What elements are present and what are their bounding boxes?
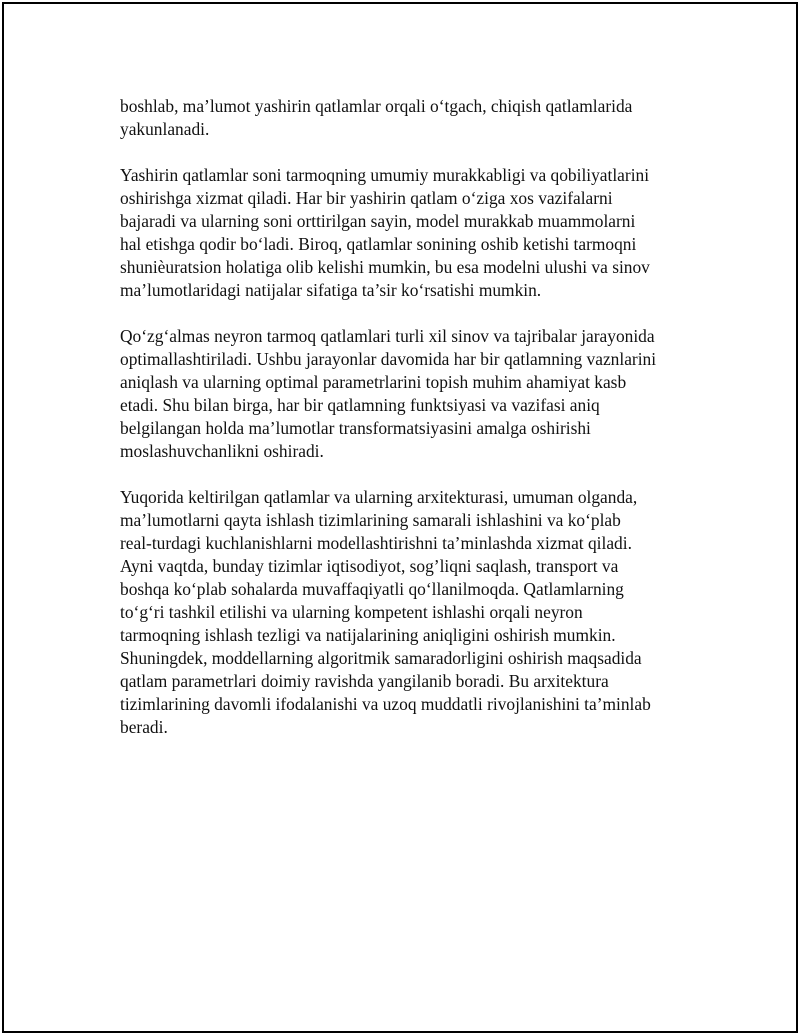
document-page xyxy=(2,2,798,1033)
text-line: oshirishga xizmat qiladi. Har bir yashirin qatlam o‘ziga xos vazifalarni xyxy=(120,188,613,208)
text-line: ma’lumotlaridagi natijalar sifatiga ta’sir ko‘rsatishi mumkin. xyxy=(120,280,542,300)
text-line: belgilangan holda ma’lumotlar transformatsiyasini amalga oshirishi xyxy=(120,418,591,438)
text-line: qatlam parametrlari doimiy ravishda yangilanib boradi. Bu arxitektura xyxy=(120,671,609,691)
text-line: tarmoqning ishlash tezligi va natijalarining aniqligini oshirish mumkin. xyxy=(120,625,616,645)
text-line: to‘g‘ri tashkil etilishi va ularning kompetent ishlashi orqali neyron xyxy=(120,602,583,622)
text-line: Yuqorida keltirilgan qatlamlar va ularning arxitekturasi, umuman olganda, xyxy=(120,487,638,507)
document-body xyxy=(120,95,700,762)
text-line: Ayni vaqtda, bunday tizimlar iqtisodiyot, sog’liqni saqlash, transport va xyxy=(120,556,619,576)
text-line: Qo‘zg‘almas neyron tarmoq qatlamlari turli xil sinov va tajribalar jarayonida xyxy=(120,326,655,346)
text-line: boshqa ko‘plab sohalarda muvaffaqiyatli qo‘llanilmoqda. Qatlamlarning xyxy=(120,579,624,599)
text-line: boshlab, ma’lumot yashirin qatlamlar orqali o‘tgach, chiqish qatlamlarida xyxy=(120,96,633,116)
text-line: beradi. xyxy=(120,717,168,737)
text-line: optimallashtiriladi. Ushbu jarayonlar davomida har bir qatlamning vaznlarini xyxy=(120,349,657,369)
paragraph-3 xyxy=(120,325,700,463)
text-line: Yashirin qatlamlar soni tarmoqning umumiy murakkabligi va qobiliyatlarini xyxy=(120,165,650,185)
paragraph-1 xyxy=(120,95,700,141)
text-line: etadi. Shu bilan birga, har bir qatlamning funktsiyasi va vazifasi aniq xyxy=(120,395,600,415)
text-line: aniqlash va ularning optimal parametrlarini topish muhim ahamiyat kasb xyxy=(120,372,627,392)
text-line: yakunlanadi. xyxy=(120,119,210,139)
paragraph-2 xyxy=(120,164,700,302)
text-line: Shuningdek, moddellarning algoritmik samaradorligini oshirish maqsadida xyxy=(120,648,642,668)
text-line: moslashuvchanlikni oshiradi. xyxy=(120,441,324,461)
text-line: bajaradi va ularning soni orttirilgan sayin, model murakkab muammolarni xyxy=(120,211,636,231)
text-line: hal etishga qodir bo‘ladi. Biroq, qatlamlar sonining oshib ketishi tarmoqni xyxy=(120,234,637,254)
text-line: tizimlarining davomli ifodalanishi va uzoq muddatli rivojlanishini ta’minlab xyxy=(120,694,651,714)
paragraph-4 xyxy=(120,486,700,739)
text-line: real-turdagi kuchlanishlarni modellashtirishni ta’minlashda xizmat qiladi. xyxy=(120,533,632,553)
text-line: ma’lumotlarni qayta ishlash tizimlarining samarali ishlashini va ko‘plab xyxy=(120,510,621,530)
text-line: shunièuratsion holatiga olib kelishi mumkin, bu esa modelni ulushi va sinov xyxy=(120,257,650,277)
